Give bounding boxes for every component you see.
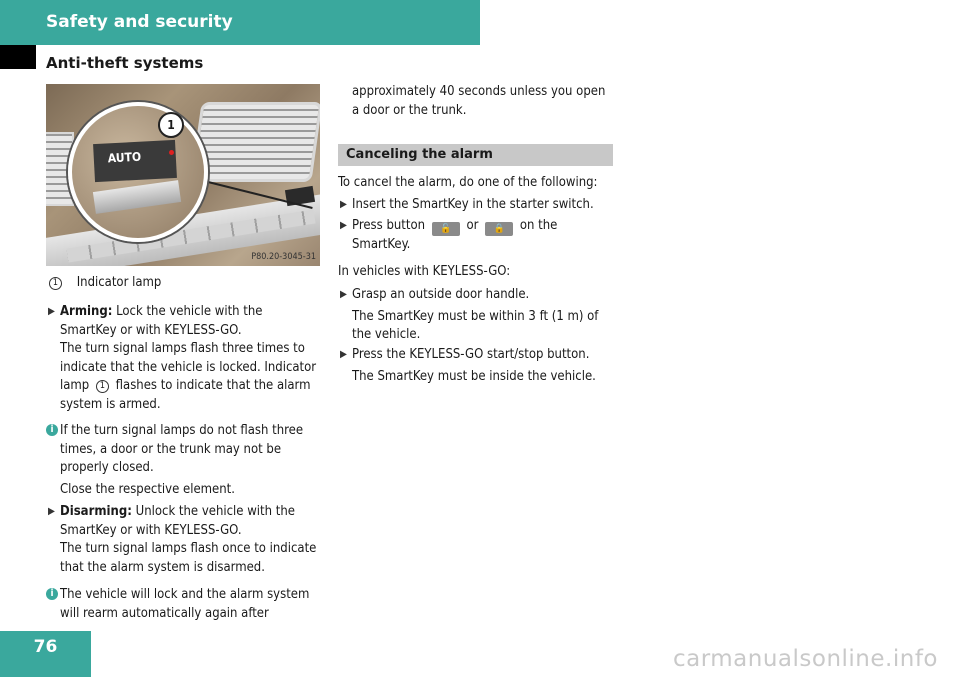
page-number: 76 [33, 637, 58, 657]
disarming-step [48, 503, 322, 577]
step4-note: The SmartKey must be inside the vehicle. [352, 368, 596, 384]
step3-note: The SmartKey must be within 3 ft (1 m) of the vehicle. [352, 308, 599, 342]
section-heading: Canceling the alarm [338, 144, 613, 166]
cancel-step-3 [340, 286, 617, 345]
arrow-icon: ▶ [48, 306, 55, 317]
section-subtitle: Anti-theft systems [46, 54, 204, 72]
continuation-text: approximately 40 seconds unless you open a door or the trunk. [352, 84, 606, 118]
info-icon: i [46, 588, 58, 600]
arming-label: Arming: [60, 304, 113, 319]
arrow-icon: ▶ [340, 199, 347, 210]
indicator-ref: 1 [96, 380, 109, 393]
lock-key-icon: 🔒 [485, 222, 513, 236]
arrow-icon: ▶ [340, 349, 347, 360]
arming-detail-end: flashes to indicate that the alarm system is armed. [60, 378, 311, 412]
arming-detail: The turn signal lamps flash three times to indicate that the vehicle is locked. Indicator lamp [60, 341, 317, 393]
cancel-intro: To cancel the alarm, do one of the following: [338, 175, 598, 190]
chapter-marker [0, 45, 36, 69]
note2-text: The vehicle will lock and the alarm system will rearm automatically again after [60, 587, 310, 621]
cancel-step-2 [340, 217, 617, 255]
note1-text: If the turn signal lamps do not flash three times, a door or the trunk may not be properly closed. [60, 423, 304, 475]
caption-number: 1 [49, 277, 62, 290]
disarming-text: Unlock the vehicle with the SmartKey or with KEYLESS-GO. [60, 504, 295, 538]
callout-number: 1 [158, 112, 184, 138]
cancel-step-1 [340, 196, 617, 215]
step3-text: Grasp an outside door handle. [352, 287, 530, 302]
watermark: carmanualsonline.info [672, 646, 938, 672]
indicator-lamp [169, 150, 174, 155]
cancel-step-4 [340, 346, 617, 386]
unlock-key-icon: 🔓 [432, 222, 460, 236]
note-rearm [50, 586, 322, 623]
step2-or: or [462, 218, 483, 233]
figure-code: P80.20-3045-31 [251, 252, 316, 262]
dashboard-photo [46, 84, 320, 266]
arrow-icon: ▶ [340, 220, 347, 231]
disarming-label: Disarming: [60, 504, 132, 519]
disarming-detail: The turn signal lamps flash once to indicate that the alarm system is disarmed. [60, 541, 317, 575]
air-vent [190, 102, 320, 182]
keyless-intro: In vehicles with KEYLESS-GO: [338, 264, 511, 279]
note-turn-signals [50, 422, 322, 499]
info-icon: i [46, 424, 58, 436]
arming-step [48, 303, 322, 414]
step2-text-b: on the SmartKey. [352, 218, 558, 252]
caption-text: Indicator lamp [76, 275, 162, 290]
chapter-title: Safety and security [46, 12, 233, 32]
figure-caption [46, 274, 326, 293]
arrow-icon: ▶ [340, 289, 347, 300]
arming-text: Lock the vehicle with the SmartKey or with KEYLESS-GO. [60, 304, 263, 338]
auto-button: AUTO [93, 140, 177, 182]
arrow-icon: ▶ [48, 506, 55, 517]
step1-text: Insert the SmartKey in the starter switch. [352, 197, 594, 212]
note1-action: Close the respective element. [60, 481, 235, 497]
step4-text: Press the KEYLESS-GO start/stop button. [352, 347, 590, 362]
step2-text-a: Press button [352, 218, 429, 233]
